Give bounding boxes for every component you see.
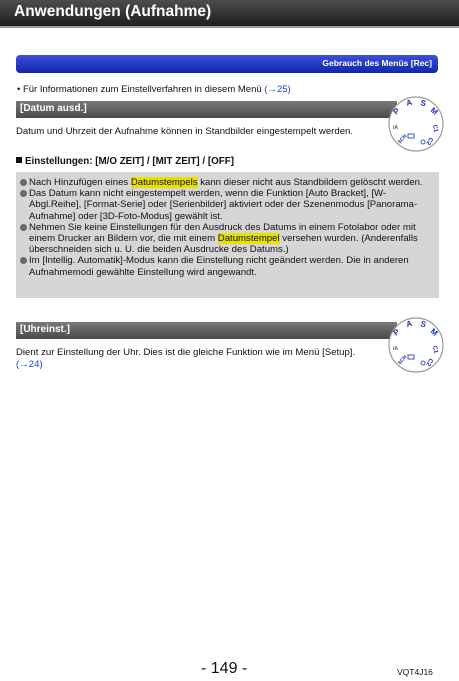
note-item: Im [Intellig. Automatik]-Modus kann die Einstellung nicht geändert werden. Die in anderen Aufnahmemodi gewählte Einstellung wird angewandt. (18, 255, 435, 277)
dial-letter-p: P (391, 106, 402, 117)
dial-scn: SCN (396, 354, 409, 367)
note-item: Nehmen Sie keine Einstellungen für den Ausdruck des Datums in einem Fotolabor oder mit einem Drucker an Bildern vor, die mit einem Datumstempel versehen wurden. (Anderenfalls überschneiden sich u. U. die beiden Ausdrucke des Datums.) (18, 222, 435, 256)
dial-letter-c2: C2 (424, 136, 434, 146)
dial-letter-c1: C1 (431, 124, 439, 133)
square-bullet-icon (16, 157, 22, 163)
section-header-datum (16, 101, 397, 118)
dial-letter-m: M (428, 326, 440, 338)
dial-letter-a: A (405, 318, 414, 329)
info-line (17, 84, 291, 95)
dial-letter-c2: C2 (424, 357, 434, 367)
dial-ia: iA (393, 125, 398, 131)
dial-letter-p: P (391, 327, 402, 338)
dial-letter-m: M (428, 105, 440, 117)
page-number: - 149 - (201, 660, 248, 677)
dial-letter-a: A (405, 97, 414, 108)
bullet-dot-icon (20, 224, 27, 231)
highlight-term: Datumstempels (130, 177, 198, 188)
page-link-24[interactable]: (→24) (16, 359, 43, 370)
mode-dial-icon (388, 96, 444, 152)
dial-letter-s: S (419, 319, 427, 330)
dial-letter-c1: C1 (431, 345, 439, 354)
menu-usage-link[interactable]: Gebrauch des Menüs [Rec] (322, 58, 432, 68)
mode-dial-icon (388, 317, 444, 373)
bullet-dot-icon (20, 257, 27, 264)
note-item: Das Datum kann nicht eingestempelt werden, wenn die Funktion [Auto Bracket], [W-Abgl.Reihe], [Format-Serie] oder [Serienbilder] aktiviert oder der Szenenmodus [Panorama-Aufnahme] oder [3D-Foto-Modus] gewählt ist. (18, 188, 435, 222)
dial-scn: SCN (396, 133, 409, 146)
page-link-25[interactable]: (→25) (264, 84, 291, 95)
dial-ia: iA (393, 346, 398, 352)
note-item: Nach Hinzufügen eines Datumstempels kann dieser nicht aus Standbildern gelöscht werden. (18, 177, 435, 188)
section-title-datum: [Datum ausd.] (20, 103, 87, 114)
settings-line (16, 156, 234, 167)
info-text: • Für Informationen zum Einstellverfahren in diesem Menü (17, 84, 265, 95)
notes-box (16, 172, 439, 298)
menu-usage-bar[interactable] (16, 55, 438, 73)
highlight-term: Datumstempel (217, 233, 280, 245)
section-header-uhr (16, 322, 397, 339)
section-description-datum: Datum und Uhrzeit der Aufnahme können in Standbilder eingestempelt werden. (16, 126, 354, 137)
section-description-uhr: Dient zur Einstellung der Uhr. Dies ist die gleiche Funktion wie im Menü [Setup]. (→24) (16, 347, 356, 370)
section-title-uhr: [Uhreinst.] (20, 324, 70, 335)
settings-text: Einstellungen: [M/O ZEIT] / [MIT ZEIT] / [OFF] (25, 156, 234, 167)
bullet-dot-icon (20, 190, 27, 197)
document-code: VQT4J16 (397, 667, 433, 677)
page-header (0, 0, 459, 28)
dial-letter-s: S (419, 98, 427, 109)
page-title: Anwendungen (Aufnahme) (14, 3, 212, 20)
bullet-dot-icon (20, 179, 27, 186)
